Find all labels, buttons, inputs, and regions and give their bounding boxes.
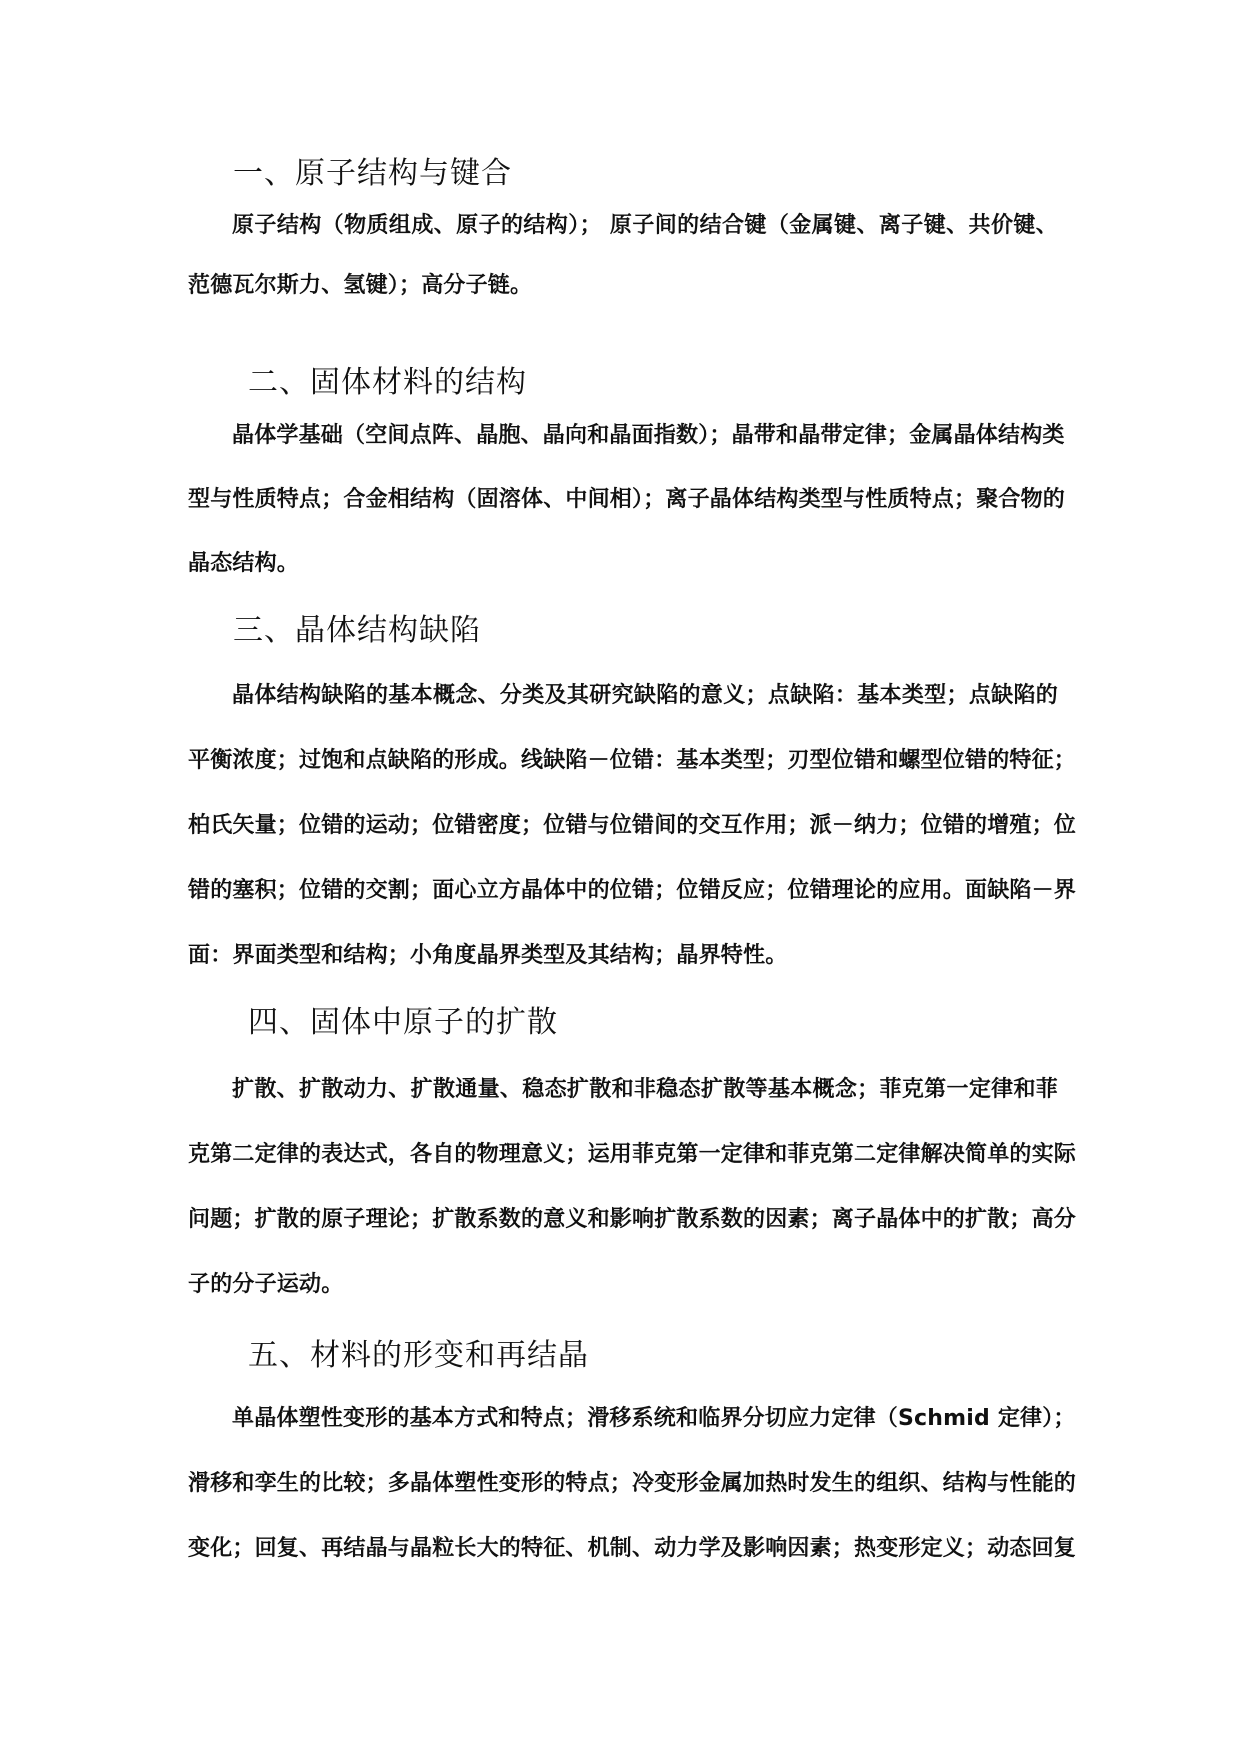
section-heading-1: 一、原子结构与键合	[233, 156, 512, 191]
paragraph-line: 错的塞积；位错的交割；面心立方晶体中的位错；位错反应；位错理论的应用。面缺陷－界	[188, 878, 1077, 903]
paragraph-line: 柏氏矢量；位错的运动；位错密度；位错与位错间的交互作用；派－纳力；位错的增殖；位	[188, 813, 1077, 838]
paragraph-line: 平衡浓度；过饱和点缺陷的形成。线缺陷－位错：基本类型；刃型位错和螺型位错的特征；	[188, 748, 1077, 773]
paragraph-line: 变化；回复、再结晶与晶粒长大的特征、机制、动力学及影响因素；热变形定义；动态回复	[188, 1536, 1077, 1561]
paragraph-line: 扩散、扩散动力、扩散通量、稳态扩散和非稳态扩散等基本概念；菲克第一定律和菲	[232, 1077, 1058, 1102]
paragraph-line: 晶体学基础（空间点阵、晶胞、晶向和晶面指数）；晶带和晶带定律；金属晶体结构类	[232, 423, 1065, 448]
paragraph-line: 范德瓦尔斯力、氢键）；高分子链。	[188, 273, 533, 298]
paragraph-line: 滑移和孪生的比较；多晶体塑性变形的特点；冷变形金属加热时发生的组织、结构与性能的	[188, 1471, 1077, 1496]
paragraph-line: 原子结构（物质组成、原子的结构）； 原子间的结合键（金属键、离子键、共价键、	[232, 213, 1058, 238]
paragraph-line: 单晶体塑性变形的基本方式和特点；滑移系统和临界分切应力定律（Schmid 定律）；	[232, 1406, 1076, 1431]
paragraph-line: 面：界面类型和结构；小角度晶界类型及其结构；晶界特性。	[188, 943, 788, 968]
section-heading-3: 三、晶体结构缺陷	[233, 613, 481, 648]
paragraph-line: 晶体结构缺陷的基本概念、分类及其研究缺陷的意义；点缺陷：基本类型；点缺陷的	[232, 683, 1058, 708]
paragraph-line: 子的分子运动。	[188, 1272, 344, 1297]
section-heading-5: 五、材料的形变和再结晶	[248, 1338, 589, 1373]
paragraph-line: 晶态结构。	[188, 551, 300, 576]
section-heading-4: 四、固体中原子的扩散	[248, 1005, 558, 1040]
paragraph-line: 型与性质特点；合金相结构（固溶体、中间相）；离子晶体结构类型与性质特点；聚合物的	[188, 487, 1066, 512]
paragraph-line: 问题；扩散的原子理论；扩散系数的意义和影响扩散系数的因素；离子晶体中的扩散；高分	[188, 1207, 1077, 1232]
section-heading-2: 二、固体材料的结构	[248, 365, 527, 400]
paragraph-line: 克第二定律的表达式，各自的物理意义；运用菲克第一定律和菲克第二定律解决简单的实际	[188, 1142, 1077, 1167]
